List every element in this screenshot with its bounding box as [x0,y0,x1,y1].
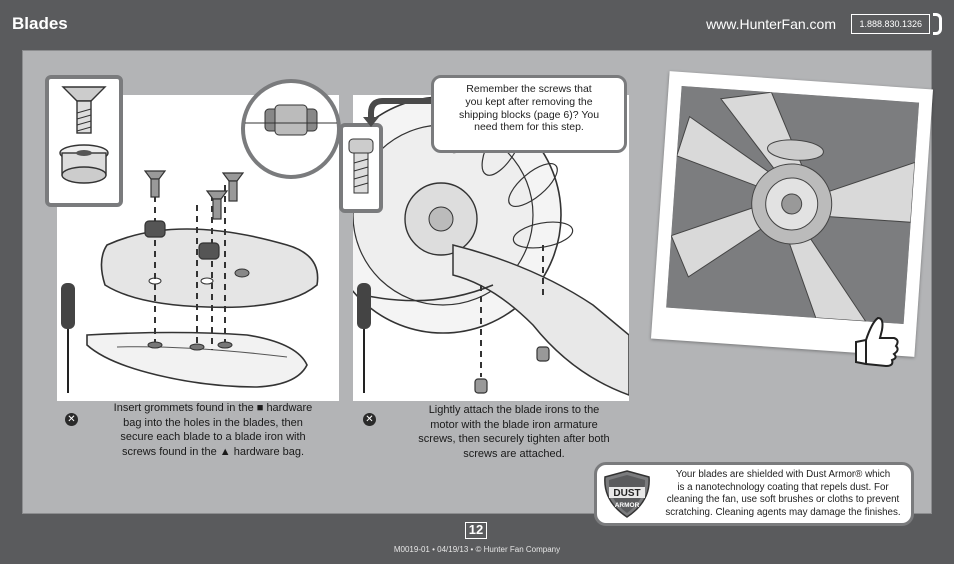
thumbs-up-icon [846,312,902,370]
screwdriver-icon [357,283,371,393]
dust-armor-note [594,462,914,526]
screwdriver-icon [61,283,75,393]
phone-icon [933,13,942,35]
dust-armor-text: Your blades are shielded with Dust Armor® which is a nanotechnology coating that repels dust. For cleaning the fan, use soft brushes or cloths to prevent scratching. Cleaning agents may damage the finishes. [665,469,901,519]
screw-icon [343,127,379,209]
screw-reminder-note: Remember the screws that you kept after removing the shipping blocks (page 6)? You need them for this step. [431,75,627,153]
arrow-icon [363,95,439,129]
website-link[interactable]: www.HunterFan.com [706,16,836,32]
x-circle-icon: ✕ [65,413,78,426]
step1-caption: Insert grommets found in the ■ hardware bag into the holes in the blades, then secure each blade to a blade iron with screws found in the ▲ hardware bag. [113,402,313,458]
x-circle-icon: ✕ [363,413,376,426]
page-header [0,0,954,46]
dust-armor-logo [601,469,653,519]
screw-grommet-icon [49,79,119,203]
step2-caption: Lightly attach the blade irons to the motor with the blade iron armature screws, then securely tighten after both screws are attached. [418,404,610,460]
grommet-detail-circle [241,79,341,179]
armature-screw-inset [339,123,383,213]
hardware-inset [45,75,123,207]
phone-number: 1.888.830.1326 [851,14,930,34]
section-title: Blades [12,14,68,33]
svg-text:ARMOR: ARMOR [614,502,640,509]
document-code: M0019-01 • 04/19/13 • © Hunter Fan Company [393,545,561,554]
svg-text:DUST: DUST [613,488,641,499]
page-number: 12 [465,522,487,539]
ceiling-fan-image [666,86,919,324]
